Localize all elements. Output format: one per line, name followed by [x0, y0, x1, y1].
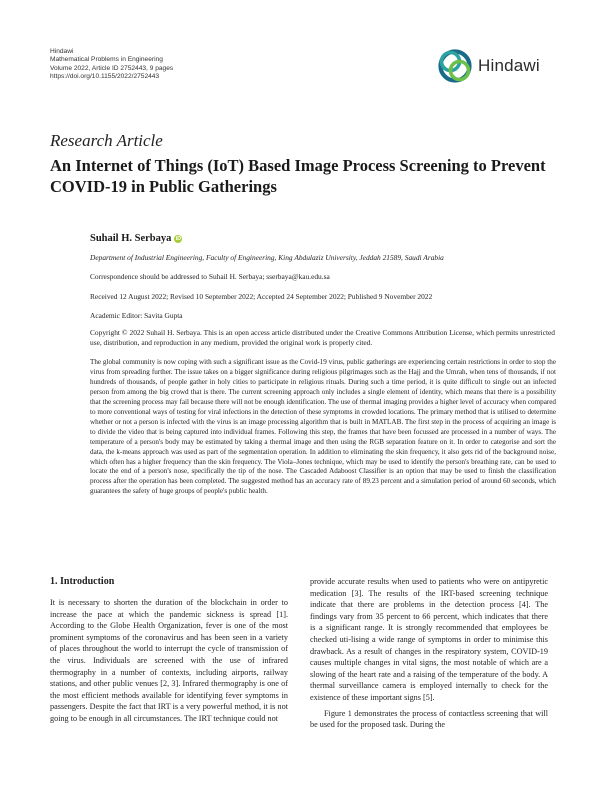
abstract: The global community is now coping with such a significant issue as the Covid-19 virus, public gatherings are experiencing certain restrictions in order to stop the virus from spreading further. The issue takes on a bigger significance during religious pilgrimages such as the Hajj and the Umrah, when tens of thousands, if not hundreds of thousands, of people gather in holy cities to participate in religious rituals. During such a time period, it is quite difficult to single out an infected person from among the big crowd that is there. The current screening approach only includes a single element of identity, which means that there is a possibility that the screening process may fail because there will not be enough identification. The use of thermal imaging provides a higher level of accuracy when compared to more conventional ways of testing for viral infections in the detection of these symptoms in crowded locations. The primary method that is utilised to determine whether or not a person is infected with the virus is an image processing algorithm that is built in MATLAB. The first step in the process of acquiring an image is to divide the video that is being captured into individual frames. Following this step, the frames that have been focussed are processed in a number of ways. The temperature of a person's body may be estimated by taking a thermal image and then using the RGB separation feature on it. In order to categorise and sort the data, the k-means approach was used as part of the segmentation operation. In addition to eliminating the skin frequency, it also gets rid of the background noise, which often has a higher frequency than the skin frequency. The Viola–Jones technique, which may be used to identify the person's breathing rate, can be used to locate the end of a person's nose, specifically the tip of the nose. The Cascaded Adaboost Classifier is an option that may be used to finish the classification process after the operation has been completed. The suggested method has an accuracy rate of 89.23 percent and a simulation period of around 60 seconds, which guarantees the safety of huge groups of people's public health. [90, 358, 556, 496]
publisher-name: Hindawi [50, 48, 74, 55]
author-name[interactable]: Suhail H. Serbaya [90, 233, 172, 244]
section-heading-introduction: 1. Introduction [50, 576, 115, 587]
author-line [90, 233, 182, 244]
article-type: Research Article [50, 131, 163, 150]
publisher-logo [435, 44, 555, 88]
affiliation: Department of Industrial Engineering, Faculty of Engineering, King Abdulaziz University, Jeddah 21589, Saudi Arabia [90, 253, 444, 262]
publication-dates: Received 12 August 2022; Revised 10 September 2022; Accepted 24 September 2022; Published 9 November 2022 [90, 292, 433, 301]
hindawi-logo-icon [435, 46, 475, 86]
volume-info: Volume 2022, Article ID 2752443, 9 pages [50, 64, 174, 72]
doi-link[interactable]: https://doi.org/10.1155/2022/2752443 [50, 73, 160, 81]
copyright-notice: Copyright © 2022 Suhail H. Serbaya. This is an open access article distributed under the Creative Commons Attribution License, which permits unrestricted use, distribution, and reproduction in any medium, provided the original work is properly cited. [90, 328, 555, 347]
correspondence: Correspondence should be addressed to Suhail H. Serbaya; sserbaya@kau.edu.sa [90, 272, 330, 281]
journal-meta [50, 48, 173, 82]
body-paragraph: Figure 1 demonstrates the process of contactless screening that will be used for the proposed task. During the [310, 708, 548, 730]
body-column-left [50, 576, 288, 725]
body-paragraph: It is necessary to shorten the duration of the blockchain in order to increase the pace at which the pandemic sickness is spread [1]. According to the Globe Health Organization, fever is one of the most prominent symptoms of the coronavirus and has been seen in a variety of places throughout the world to interrupt the cycle of transmission of the virus. Individuals are screened with the use of infrared thermography in a number of contexts, including airports, railway stations, and other public venues [2, 3]. Infrared thermography is one of the most efficient methods available for identifying fever symptoms in passengers. Despite the fact that IRT is a very powerful method, it is not going to be enough in all circumstances. The IRT technique could not [50, 598, 288, 723]
body-column-right [310, 576, 548, 731]
brand-name: Hindawi [478, 56, 540, 75]
academic-editor: Academic Editor: Savita Gupta [90, 311, 183, 320]
journal-name: Mathematical Problems in Engineering [50, 56, 163, 64]
body-paragraph: provide accurate results when used to patients who were on antipyretic medication [3]. The results of the IRT-based screening technique indicate that there are problems in the detection process [4]. The findings vary from 35 percent to 66 percent, which indicates that there is a significant range. It is strongly recommended that employees be checked uti-lising a wide range of symptoms in order to minimise this drawback. As a result of changes in the respiratory system, COVID-19 causes multiple changes in vital signs, the most notable of which are a slowing of the heart rate and a raising of the temperature of the body. A thermal surveillance camera is employed internally to check for the existence of these important signs [5]. [310, 577, 548, 702]
article-title: An Internet of Things (IoT) Based Image Process Screening to Prevent COVID-19 in Public Gatherings [50, 156, 546, 196]
orcid-icon[interactable]: iD [175, 235, 182, 242]
